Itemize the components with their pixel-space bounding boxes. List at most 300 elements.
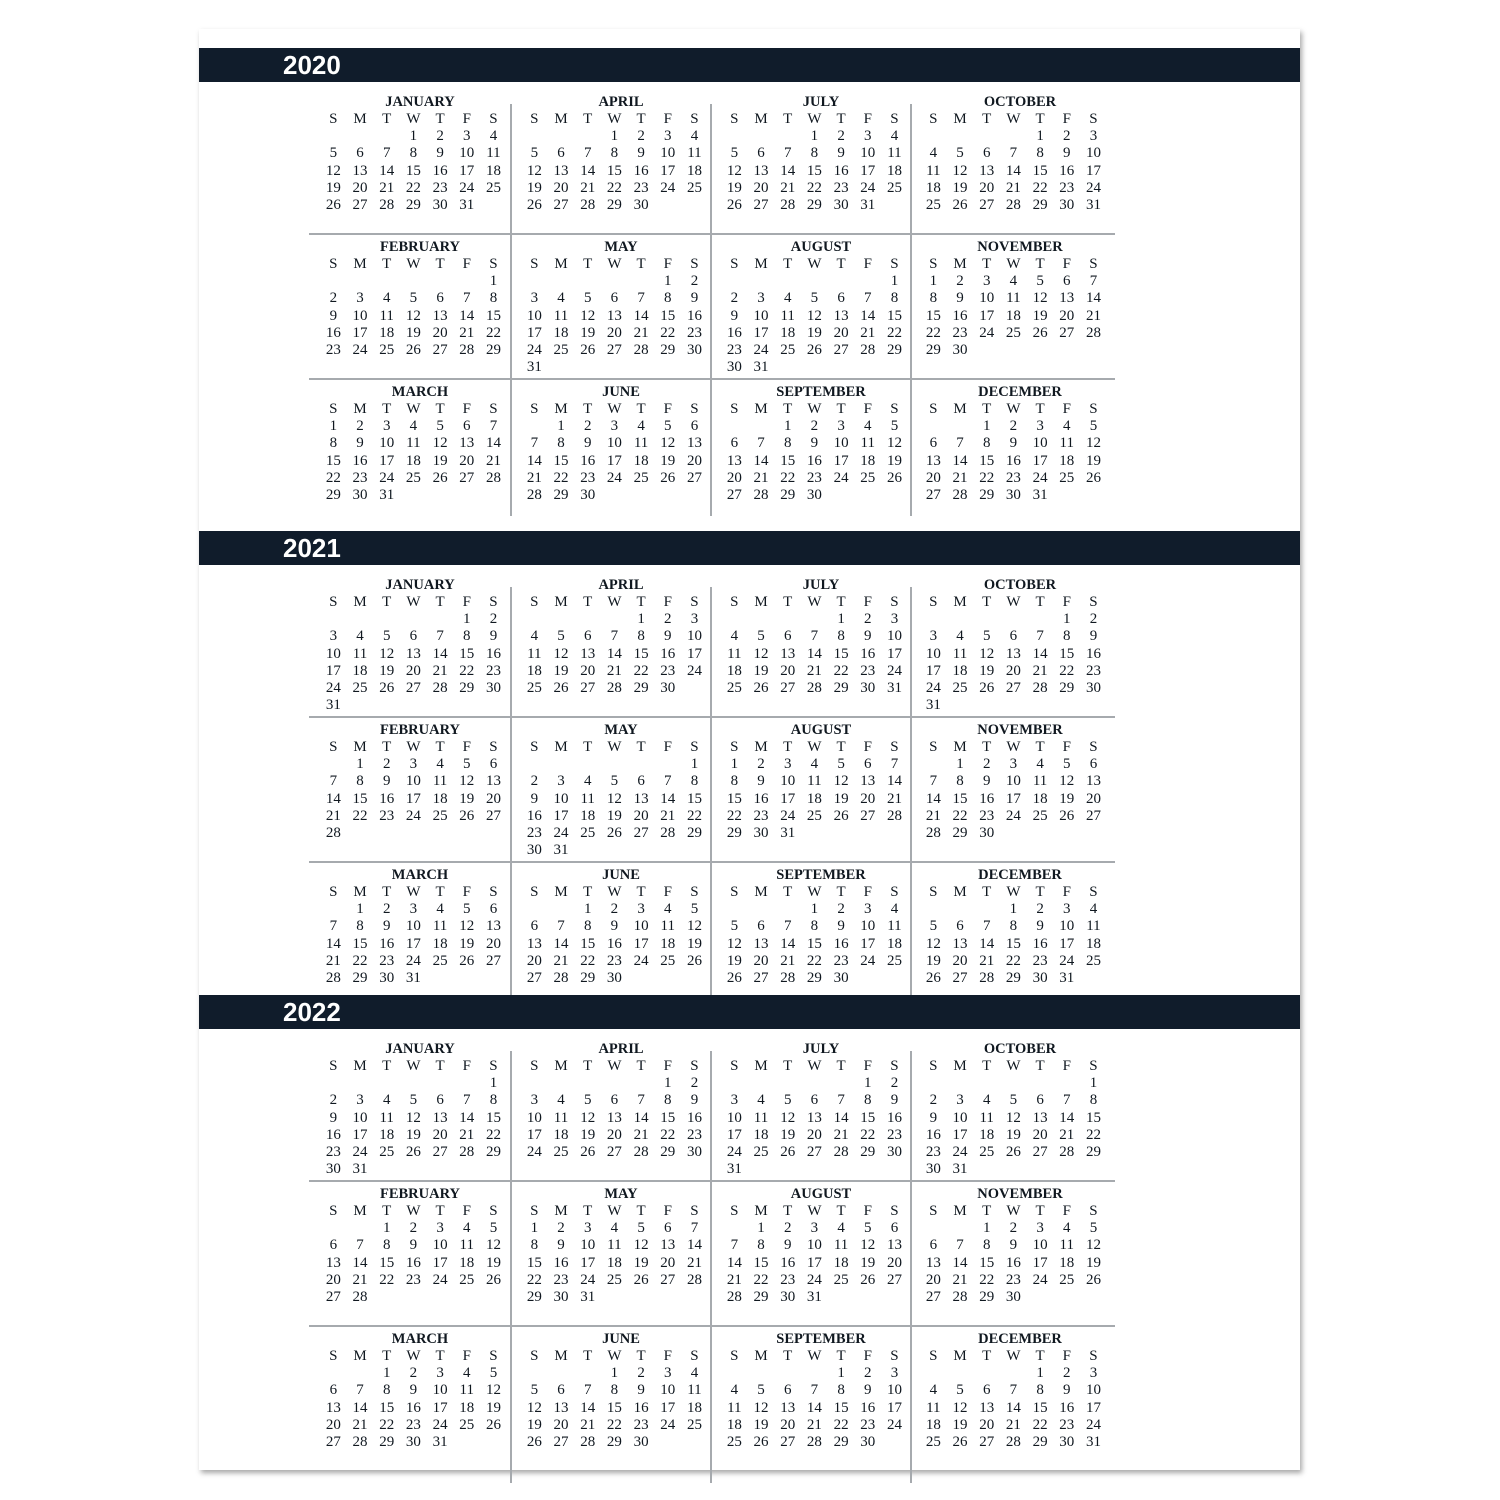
day-number: 26 <box>753 1434 769 1451</box>
day-number: 24 <box>352 1144 368 1161</box>
day-number: 8 <box>356 918 364 935</box>
day-number: 7 <box>356 1382 364 1399</box>
week-row <box>521 1416 708 1433</box>
month-title: NOVEMBER <box>977 722 1063 738</box>
day-number: 22 <box>833 662 849 679</box>
week-row <box>320 307 507 324</box>
day-number: 6 <box>864 756 872 772</box>
day-number: 18 <box>886 162 902 179</box>
weekday-label: F <box>1062 884 1071 900</box>
week-row <box>920 662 1107 679</box>
day-number: 18 <box>726 662 742 679</box>
week-row <box>521 645 708 662</box>
weekday-label: T <box>435 111 445 127</box>
day-number: 10 <box>526 307 542 324</box>
day-number: 7 <box>610 628 619 645</box>
day-number: 24 <box>405 952 421 969</box>
day-number: 29 <box>660 1144 676 1161</box>
day-number: 14 <box>633 307 649 324</box>
day-number: 10 <box>432 1382 448 1399</box>
day-number: 27 <box>833 342 849 359</box>
day-number: 12 <box>526 1399 542 1416</box>
month-january <box>310 94 510 234</box>
week-row <box>920 952 1107 969</box>
day-number: 13 <box>459 435 475 452</box>
day-number: 9 <box>956 290 964 307</box>
day-number: 21 <box>606 662 622 679</box>
day-number: 6 <box>489 756 498 772</box>
weekday-label: T <box>583 594 593 610</box>
weekday-label: W <box>607 1058 622 1074</box>
day-number: 16 <box>485 645 501 662</box>
week-row <box>320 434 507 451</box>
day-number: 16 <box>633 1399 649 1416</box>
day-number: 23 <box>952 324 968 341</box>
weekday-label: S <box>329 884 338 900</box>
day-number: 12 <box>886 435 902 452</box>
day-grid <box>320 1219 507 1305</box>
day-number: 12 <box>379 645 395 662</box>
day-grid <box>920 610 1107 714</box>
day-number: 5 <box>1063 756 1071 772</box>
weekday-label: S <box>1089 1348 1098 1364</box>
day-number: 2 <box>637 1365 645 1381</box>
day-number: 4 <box>557 290 565 307</box>
day-grid <box>320 755 507 841</box>
weekday-label: M <box>353 594 367 610</box>
week-row <box>721 307 908 324</box>
month-march <box>310 384 510 524</box>
day-number: 30 <box>925 1161 941 1178</box>
day-number: 20 <box>352 179 368 196</box>
week-row <box>920 696 1107 713</box>
day-number: 21 <box>1059 1126 1075 1143</box>
day-number: 20 <box>405 662 421 679</box>
day-number: 1 <box>409 128 418 144</box>
day-number: 2 <box>864 611 872 627</box>
day-number: 28 <box>526 487 542 504</box>
day-number: 3 <box>436 1365 444 1381</box>
week-row <box>721 1091 908 1108</box>
row-divider <box>309 716 1115 718</box>
day-number: 15 <box>952 790 968 807</box>
day-number: 12 <box>979 645 995 662</box>
day-number: 4 <box>463 1365 471 1381</box>
weekday-label: W <box>406 401 421 417</box>
day-number: 19 <box>580 324 596 341</box>
weekday-label: S <box>1089 1203 1098 1219</box>
week-row <box>320 127 507 144</box>
day-number: 22 <box>833 1416 849 1433</box>
day-number: 21 <box>1032 662 1048 679</box>
day-number: 21 <box>952 469 968 486</box>
day-number: 30 <box>860 1434 876 1451</box>
month-title: APRIL <box>598 94 644 110</box>
day-number: 17 <box>405 790 421 807</box>
day-number: 17 <box>1032 1254 1048 1271</box>
day-grid <box>320 127 507 213</box>
day-number: 5 <box>489 1365 498 1381</box>
day-number: 21 <box>352 1416 368 1433</box>
day-number: 29 <box>352 970 368 987</box>
day-number: 16 <box>379 935 395 952</box>
day-grid <box>920 272 1107 358</box>
weekday-label: W <box>406 256 421 272</box>
day-number: 15 <box>485 1109 501 1126</box>
day-number: 10 <box>726 1109 742 1126</box>
weekday-header <box>721 1347 908 1365</box>
day-number: 18 <box>379 324 395 341</box>
day-number: 7 <box>956 435 964 452</box>
weekday-header <box>920 593 1107 611</box>
day-number: 28 <box>580 1434 596 1451</box>
day-number: 11 <box>727 645 742 662</box>
day-number: 21 <box>1005 1416 1021 1433</box>
day-number: 16 <box>952 307 968 324</box>
day-number: 20 <box>526 952 542 969</box>
day-grid <box>721 1219 908 1305</box>
day-number: 24 <box>1085 1416 1101 1433</box>
day-number: 23 <box>1059 1416 1075 1433</box>
day-number: 2 <box>982 756 991 772</box>
week-row <box>721 1271 908 1288</box>
day-number: 13 <box>633 790 649 807</box>
weekday-label: S <box>489 1348 498 1364</box>
day-number: 6 <box>530 918 539 935</box>
weekday-label: S <box>530 1058 539 1074</box>
weekday-label: W <box>406 111 421 127</box>
weekday-label: M <box>554 884 568 900</box>
day-number: 3 <box>730 1092 739 1109</box>
day-number: 28 <box>1005 197 1021 214</box>
day-number: 16 <box>1005 452 1021 469</box>
week-row <box>320 1236 507 1253</box>
week-row <box>721 1236 908 1253</box>
day-number: 30 <box>753 825 769 842</box>
day-number: 15 <box>1085 1109 1101 1126</box>
day-number: 14 <box>925 790 941 807</box>
day-number: 26 <box>606 825 622 842</box>
day-number: 3 <box>1036 418 1044 434</box>
day-number: 25 <box>606 1271 622 1288</box>
day-number: 9 <box>690 290 699 307</box>
day-number: 2 <box>409 1365 418 1381</box>
year-label: 2020 <box>283 50 341 80</box>
day-number: 28 <box>806 680 822 697</box>
day-number: 28 <box>379 197 395 214</box>
weekday-label: S <box>730 594 739 610</box>
day-number: 1 <box>1036 128 1044 144</box>
weekday-label: S <box>489 256 498 272</box>
day-number: 28 <box>660 825 676 842</box>
day-grid <box>320 417 507 503</box>
day-number: 1 <box>864 1075 872 1091</box>
weekday-label: S <box>1089 739 1098 755</box>
day-number: 3 <box>1036 1220 1044 1236</box>
day-number: 19 <box>952 179 968 196</box>
day-number: 16 <box>405 1254 421 1271</box>
day-number: 25 <box>553 342 569 359</box>
day-number: 18 <box>952 662 968 679</box>
day-number: 13 <box>432 1109 448 1126</box>
week-row <box>320 1160 507 1177</box>
day-number: 9 <box>1009 435 1018 452</box>
week-row <box>721 917 908 934</box>
day-number: 10 <box>432 1237 448 1254</box>
day-number: 31 <box>459 197 475 214</box>
day-grid <box>721 417 908 503</box>
weekday-label: S <box>730 884 739 900</box>
row-divider <box>309 1180 1115 1182</box>
day-number: 22 <box>660 1126 676 1143</box>
day-number: 20 <box>979 1416 995 1433</box>
day-number: 9 <box>730 307 739 324</box>
day-grid <box>521 272 708 376</box>
weekday-label: M <box>353 1058 367 1074</box>
day-number: 20 <box>432 324 448 341</box>
day-number: 17 <box>459 162 475 179</box>
weekday-label: F <box>1062 401 1071 417</box>
day-number: 24 <box>633 952 649 969</box>
weekday-label: T <box>636 1348 646 1364</box>
weekday-label: S <box>329 111 338 127</box>
weekday-label: F <box>863 1203 872 1219</box>
day-number: 5 <box>463 756 471 772</box>
day-number: 28 <box>1005 1434 1021 1451</box>
weekday-header <box>721 110 908 128</box>
weekday-label: F <box>863 1058 872 1074</box>
weekday-label: T <box>382 111 392 127</box>
weekday-label: T <box>982 401 992 417</box>
day-number: 20 <box>606 324 622 341</box>
day-number: 17 <box>886 1399 902 1416</box>
day-number: 4 <box>956 628 964 645</box>
week-row <box>320 696 507 713</box>
day-number: 20 <box>606 1126 622 1143</box>
weekday-label: T <box>783 884 793 900</box>
weekday-label: F <box>1062 256 1071 272</box>
day-number: 1 <box>730 756 739 772</box>
day-number: 29 <box>633 680 649 697</box>
day-number: 24 <box>405 807 421 824</box>
day-number: 1 <box>982 418 991 434</box>
day-number: 21 <box>726 1271 742 1288</box>
weekday-label: M <box>353 111 367 127</box>
day-number: 5 <box>530 145 539 162</box>
day-number: 27 <box>432 1144 448 1161</box>
day-number: 3 <box>982 273 991 289</box>
weekday-label: F <box>863 256 872 272</box>
week-row <box>320 627 507 644</box>
day-number: 11 <box>1006 290 1021 307</box>
day-number: 8 <box>1036 1382 1044 1399</box>
day-number: 26 <box>1032 324 1048 341</box>
weekday-label: F <box>462 256 471 272</box>
day-number: 1 <box>356 756 364 772</box>
weekday-label: W <box>607 739 622 755</box>
day-number: 11 <box>687 1382 702 1399</box>
month-december <box>910 1331 1110 1471</box>
day-number: 24 <box>886 1416 902 1433</box>
day-number: 13 <box>753 935 769 952</box>
day-number: 28 <box>485 469 501 486</box>
month-may <box>511 722 711 862</box>
day-number: 14 <box>686 1237 702 1254</box>
day-number: 11 <box>887 145 902 162</box>
day-number: 23 <box>633 1416 649 1433</box>
day-number: 8 <box>1063 628 1071 645</box>
weekday-label: T <box>1035 111 1045 127</box>
day-number: 4 <box>1063 418 1071 434</box>
day-number: 21 <box>325 807 341 824</box>
day-number: 14 <box>580 1399 596 1416</box>
day-number: 24 <box>325 680 341 697</box>
day-number: 8 <box>690 773 699 790</box>
day-number: 4 <box>690 1365 699 1381</box>
day-number: 5 <box>730 918 739 935</box>
day-number: 28 <box>726 1289 742 1306</box>
day-number: 20 <box>686 452 702 469</box>
day-number: 27 <box>553 197 569 214</box>
month-title: APRIL <box>598 1041 644 1057</box>
weekday-label: M <box>353 739 367 755</box>
column-divider <box>710 1051 712 1483</box>
week-row <box>721 486 908 503</box>
day-number: 29 <box>886 342 902 359</box>
week-row <box>320 1254 507 1271</box>
weekday-label: S <box>1089 884 1098 900</box>
day-number: 2 <box>1009 418 1018 434</box>
day-number: 16 <box>379 790 395 807</box>
day-number: 23 <box>886 1126 902 1143</box>
month-january <box>310 577 510 717</box>
day-number: 13 <box>1059 290 1075 307</box>
day-number: 12 <box>833 773 849 790</box>
day-grid <box>920 1219 1107 1305</box>
day-number: 27 <box>726 487 742 504</box>
weekday-label: T <box>382 256 392 272</box>
day-number: 27 <box>606 1144 622 1161</box>
day-number: 7 <box>982 918 991 935</box>
week-row <box>521 307 708 324</box>
day-number: 21 <box>633 324 649 341</box>
week-row <box>521 358 708 375</box>
day-number: 13 <box>526 935 542 952</box>
weekday-label: F <box>462 401 471 417</box>
day-number: 17 <box>325 662 341 679</box>
weekday-label: T <box>783 1203 793 1219</box>
day-number: 2 <box>690 273 699 289</box>
day-number: 30 <box>860 680 876 697</box>
day-number: 27 <box>405 680 421 697</box>
day-number: 6 <box>409 628 418 645</box>
day-number: 12 <box>1032 290 1048 307</box>
day-number: 2 <box>864 1365 872 1381</box>
day-number: 17 <box>886 645 902 662</box>
day-number: 4 <box>1009 273 1018 289</box>
weekday-label: W <box>807 1203 822 1219</box>
day-number: 5 <box>783 1092 792 1109</box>
day-number: 9 <box>610 918 619 935</box>
week-row <box>920 1288 1107 1305</box>
day-number: 12 <box>405 307 421 324</box>
week-row <box>320 952 507 969</box>
day-number: 26 <box>780 1144 796 1161</box>
day-number: 14 <box>952 452 968 469</box>
day-number: 23 <box>352 469 368 486</box>
day-number: 7 <box>436 628 444 645</box>
day-number: 8 <box>329 435 338 452</box>
week-row <box>920 1399 1107 1416</box>
weekday-header <box>920 1347 1107 1365</box>
weekday-label: F <box>663 1203 672 1219</box>
day-number: 13 <box>925 452 941 469</box>
day-number: 19 <box>606 807 622 824</box>
week-row <box>721 1433 908 1450</box>
week-row <box>721 127 908 144</box>
day-number: 3 <box>409 901 418 917</box>
day-grid <box>920 417 1107 503</box>
week-row <box>521 162 708 179</box>
day-number: 15 <box>325 452 341 469</box>
weekday-label: M <box>754 594 768 610</box>
weekday-label: M <box>953 1058 967 1074</box>
day-number: 21 <box>325 952 341 969</box>
day-number: 1 <box>489 1075 498 1091</box>
day-number: 13 <box>325 1254 341 1271</box>
week-row <box>920 1433 1107 1450</box>
week-row <box>320 1364 507 1381</box>
week-row <box>721 1381 908 1398</box>
day-number: 9 <box>810 435 819 452</box>
day-number: 27 <box>806 1144 822 1161</box>
day-number: 5 <box>956 1382 964 1399</box>
day-number: 22 <box>325 469 341 486</box>
month-february <box>310 239 510 379</box>
weekday-label: M <box>953 256 967 272</box>
day-number: 2 <box>382 901 391 917</box>
week-row <box>920 341 1107 358</box>
day-number: 23 <box>860 1416 876 1433</box>
day-number: 10 <box>925 645 941 662</box>
day-number: 8 <box>489 1092 498 1109</box>
day-number: 25 <box>526 680 542 697</box>
column-divider <box>910 104 912 516</box>
row-divider <box>309 861 1115 863</box>
day-number: 30 <box>686 342 702 359</box>
day-number: 7 <box>1036 628 1044 645</box>
day-number: 17 <box>806 1254 822 1271</box>
week-row <box>320 469 507 486</box>
day-number: 21 <box>1005 179 1021 196</box>
weekday-label: T <box>1035 256 1045 272</box>
weekday-label: S <box>489 111 498 127</box>
day-number: 30 <box>726 359 742 376</box>
week-row <box>920 162 1107 179</box>
day-number: 22 <box>379 1271 395 1288</box>
day-number: 22 <box>686 807 702 824</box>
day-number: 27 <box>686 469 702 486</box>
weekday-label: S <box>690 739 699 755</box>
day-number: 4 <box>489 128 498 144</box>
day-number: 5 <box>530 1382 539 1399</box>
week-row <box>920 1381 1107 1398</box>
weekday-label: W <box>807 1348 822 1364</box>
day-number: 26 <box>553 680 569 697</box>
day-number: 18 <box>1059 452 1075 469</box>
weekday-label: T <box>636 401 646 417</box>
day-number: 25 <box>580 825 596 842</box>
